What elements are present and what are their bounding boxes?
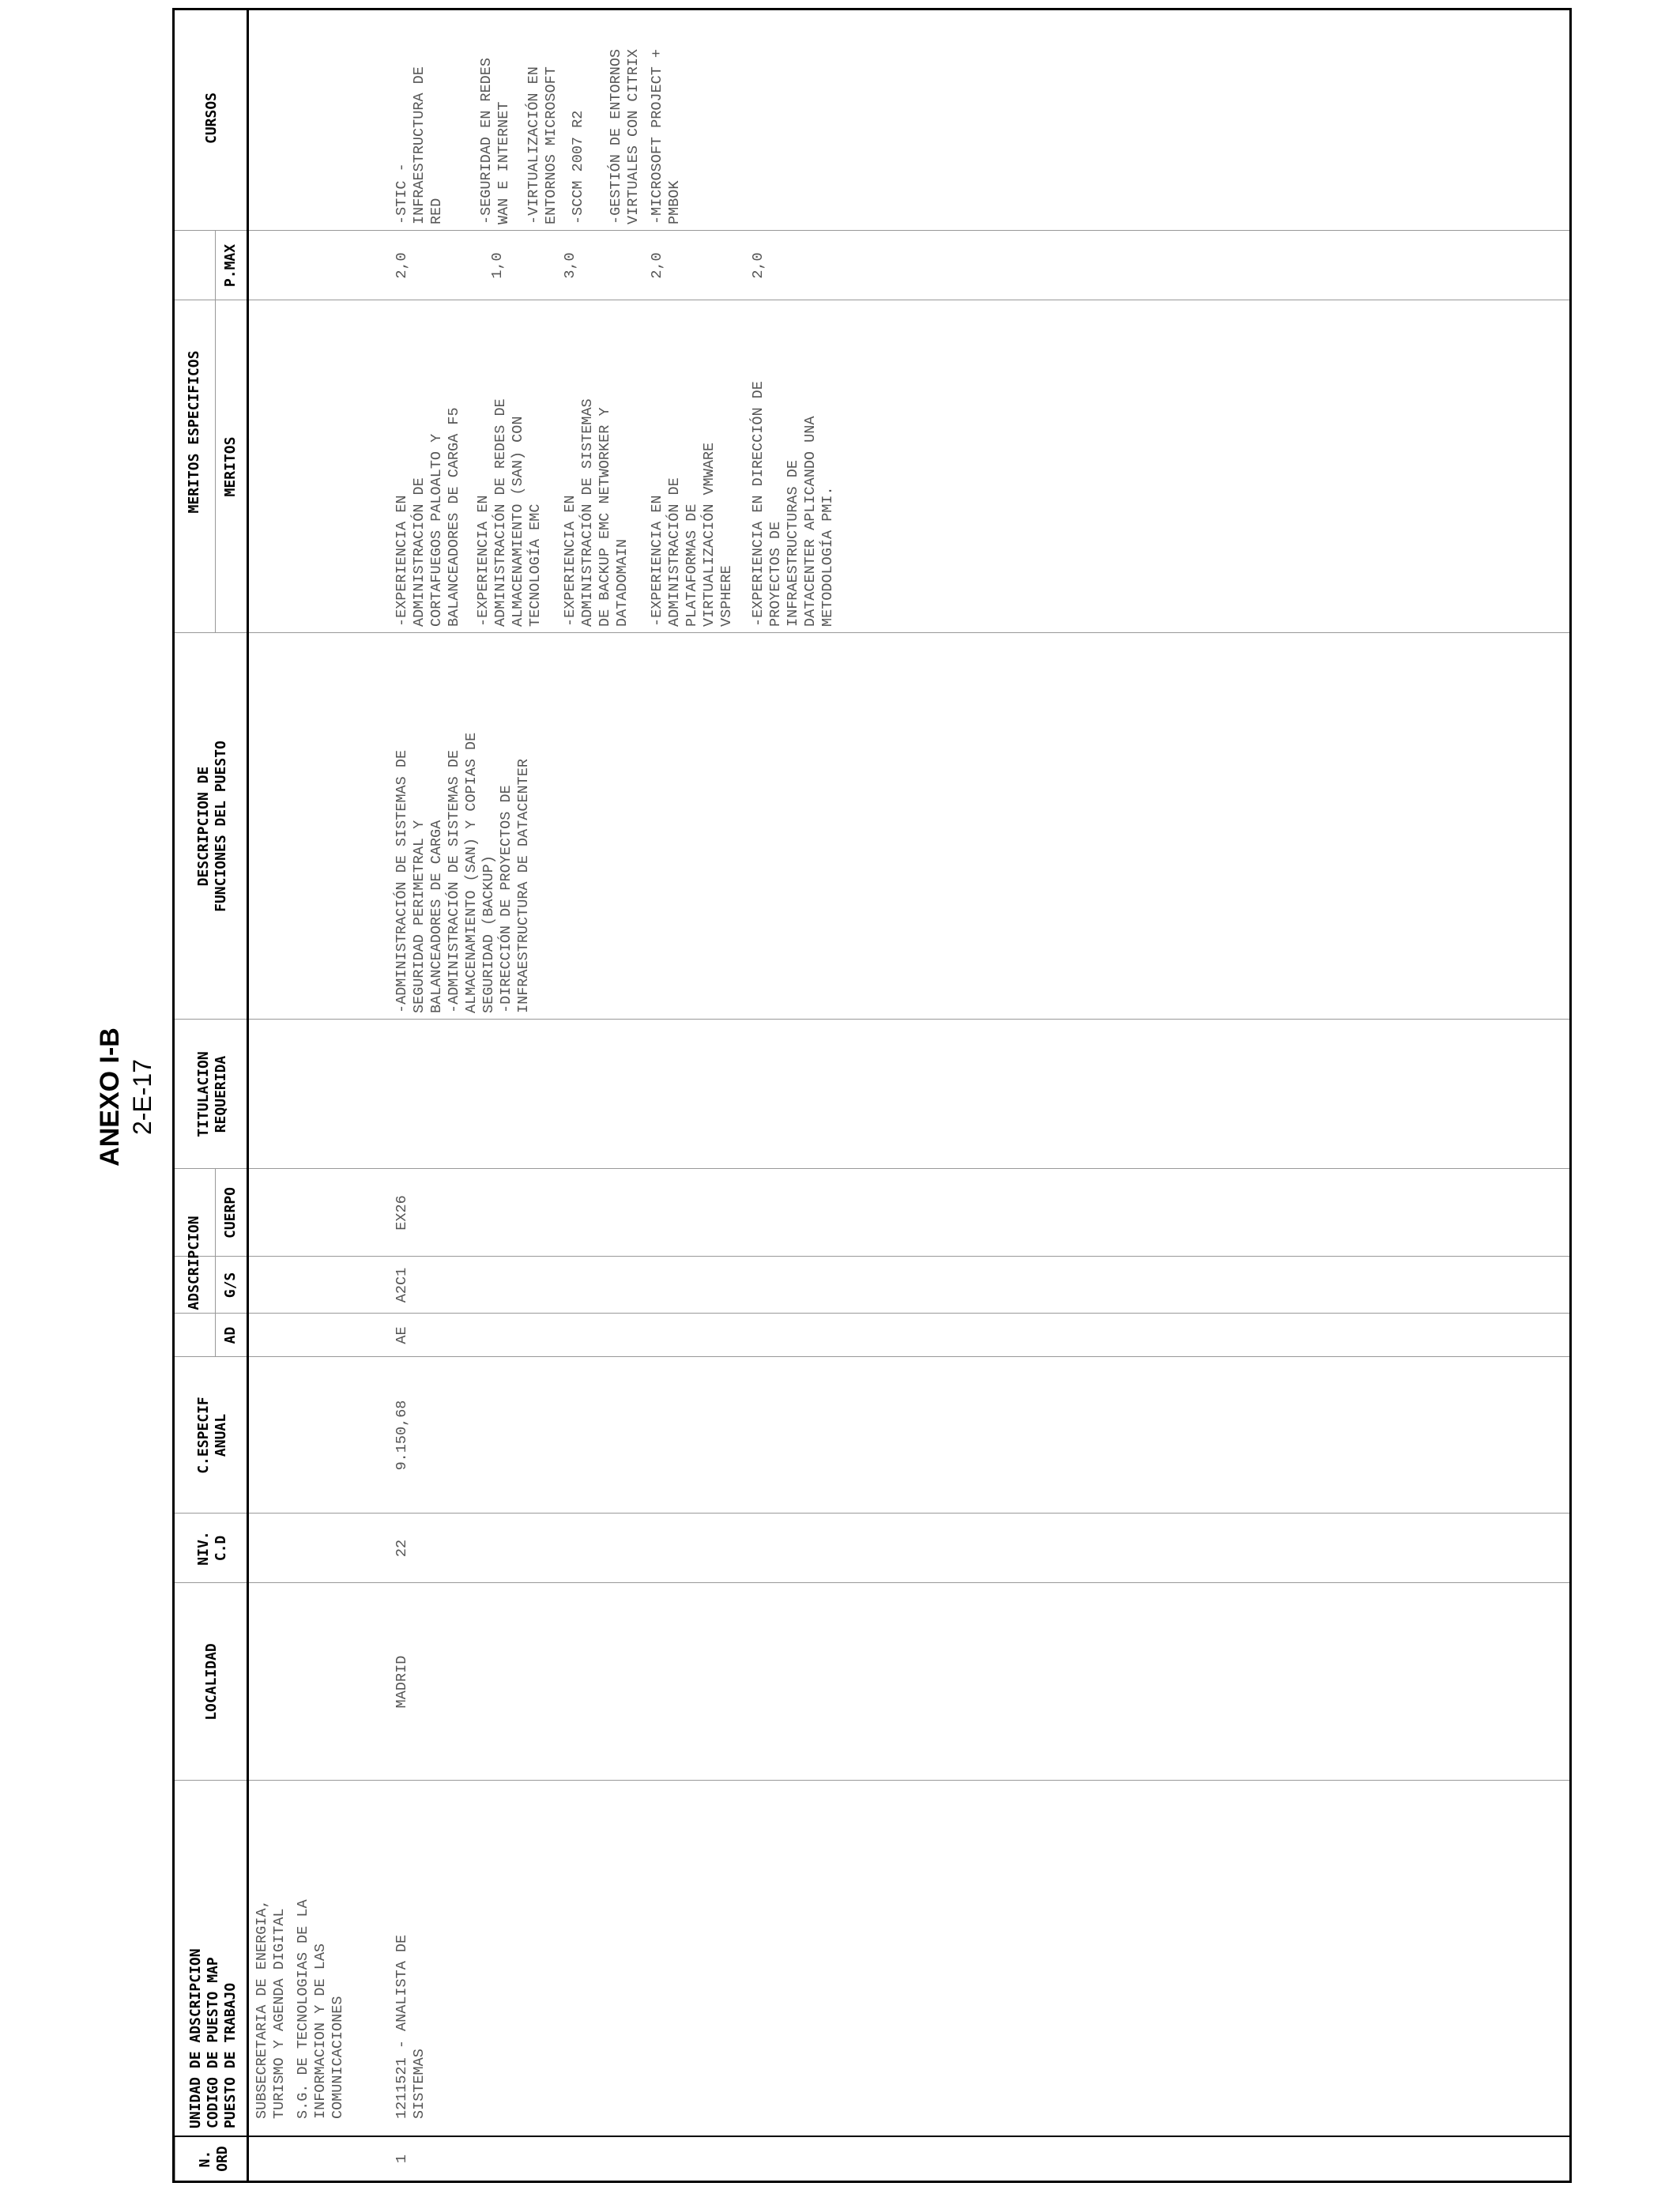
merito-2-pmax: 1,0: [489, 252, 506, 279]
header-ad: AD: [222, 1326, 239, 1344]
grid-line: [175, 230, 1569, 231]
header-localidad: LOCALIDAD: [203, 1643, 220, 1721]
header-nivel: NIV. C.D: [195, 1531, 229, 1566]
grid-line: [175, 1356, 1569, 1357]
grid-line: [175, 1256, 1569, 1257]
merito-2: -EXPERIENCIA EN ADMINISTRACIÓN DE REDES DE ALMACENAMIENTO (SAN) CON TECNOLOGÍA EMC: [475, 398, 544, 627]
row-nivel: 22: [394, 1539, 410, 1558]
unit-secretaria: SUBSECRETARIA DE ENERGIA, TURISMO Y AGENDA DIGITAL: [254, 1899, 288, 2119]
grid-line: [175, 2136, 1569, 2137]
grid-line: [175, 1168, 1569, 1169]
header-cursos: CURSOS: [203, 92, 220, 145]
header-titulacion: TITULACION REQUERIDA: [195, 1051, 229, 1137]
header-pmax: P.MAX: [222, 243, 239, 288]
curso-4: -SCCM 2007 R2: [570, 110, 586, 224]
header-descripcion: DESCRIPCION DE FUNCIONES DEL PUESTO: [195, 741, 229, 912]
grid-line: [175, 1513, 1569, 1514]
header-cuerpo: CUERPO: [222, 1186, 239, 1239]
header-c-especif: C.ESPECIF ANUAL: [195, 1397, 229, 1474]
row-localidad: MADRID: [394, 1655, 410, 1709]
grid-line: [175, 632, 1569, 633]
curso-6: -MICROSOFT PROJECT + PMBOK: [649, 48, 683, 224]
merito-3: -EXPERIENCIA EN ADMINISTRACIÓN DE SISTEMAS DE BACKUP EMC NETWORKER Y DATADOMAIN: [562, 398, 631, 627]
header-gs: G/S: [222, 1272, 239, 1299]
merito-3-pmax: 3,0: [562, 252, 578, 279]
unit-subdireccion: S.G. DE TECNOLOGIAS DE LA INFORMACION Y DE LAS COMUNICACIONES: [295, 1899, 346, 2119]
header-meritos-especificos: MERITOS ESPECIFICOS: [186, 350, 202, 514]
header-unidad: UNIDAD DE ADSCRIPCION CODIGO DE PUESTO MAP PUESTO DE TRABAJO: [187, 1948, 239, 2128]
merito-4: -EXPERIENCIA EN ADMINISTRACIÓN DE PLATAFORMAS DE VIRTUALIZACIÓN VMWARE VSPHERE: [649, 442, 735, 627]
row-cuerpo: EX26: [394, 1195, 410, 1231]
grid-line: [175, 1780, 1569, 1781]
row-ad: AE: [394, 1326, 410, 1344]
annex-title: ANEXO I-B: [95, 1027, 125, 1167]
merito-5-pmax: 2,0: [750, 252, 767, 279]
header-bottom-line: [247, 10, 249, 2181]
grid-line: [215, 1169, 216, 1357]
grid-line: [175, 1582, 1569, 1583]
merito-1: -EXPERIENCIA EN ADMINISTRACIÓN DE CORTAFUEGOS PALOALTO Y BALANCEADORES DE CARGA F5: [394, 407, 462, 627]
row-c-especif: 9.150,68: [394, 1400, 410, 1471]
positions-table: [172, 8, 1572, 2183]
grid-line: [175, 1019, 1569, 1020]
header-meritos: MERITOS: [222, 436, 239, 497]
row-gs: A2C1: [394, 1267, 410, 1303]
curso-2: -SEGURIDAD EN REDES WAN E INTERNET: [478, 58, 512, 224]
curso-1: -STIC - INFRAESTRUCTURA DE RED: [394, 66, 445, 224]
row-n-ord: 1: [394, 2154, 410, 2164]
annex-code: 2-E-17: [128, 1058, 156, 1136]
grid-line: [175, 1313, 1569, 1314]
curso-5: -GESTIÓN DE ENTORNOS VIRTUALES CON CITRIX: [608, 48, 642, 224]
curso-3: -VIRTUALIZACIÓN EN ENTORNOS MICROSOFT: [525, 66, 559, 224]
header-n-ord: N. ORD: [197, 2146, 231, 2172]
merito-4-pmax: 2,0: [649, 252, 665, 279]
merito-1-pmax: 2,0: [394, 252, 410, 279]
merito-5: -EXPERIENCIA EN DIRECCIÓN DE PROYECTOS DE INFRAESTRUCTURAS DE DATACENTER APLICANDO UNA METODOLOGÍA PMI.: [750, 381, 836, 627]
header-adscripcion: ADSCRIPCION: [186, 1216, 202, 1310]
row-descripcion: -ADMINISTRACIÓN DE SISTEMAS DE SEGURIDAD PERIMETRAL Y BALANCEADORES DE CARGA -ADMINISTRACIÓN DE SISTEMAS DE ALMACENAMIENTO (SAN) Y COPIAS DE SEGURIDAD (BACKUP) -DIRECCIÓN DE PROYECTOS DE INFRAESTRUCTURA DE DATACENTER: [394, 732, 532, 1013]
row-puesto: 1211521 - ANALISTA DE SISTEMAS: [394, 1934, 428, 2119]
grid-line: [215, 231, 216, 633]
